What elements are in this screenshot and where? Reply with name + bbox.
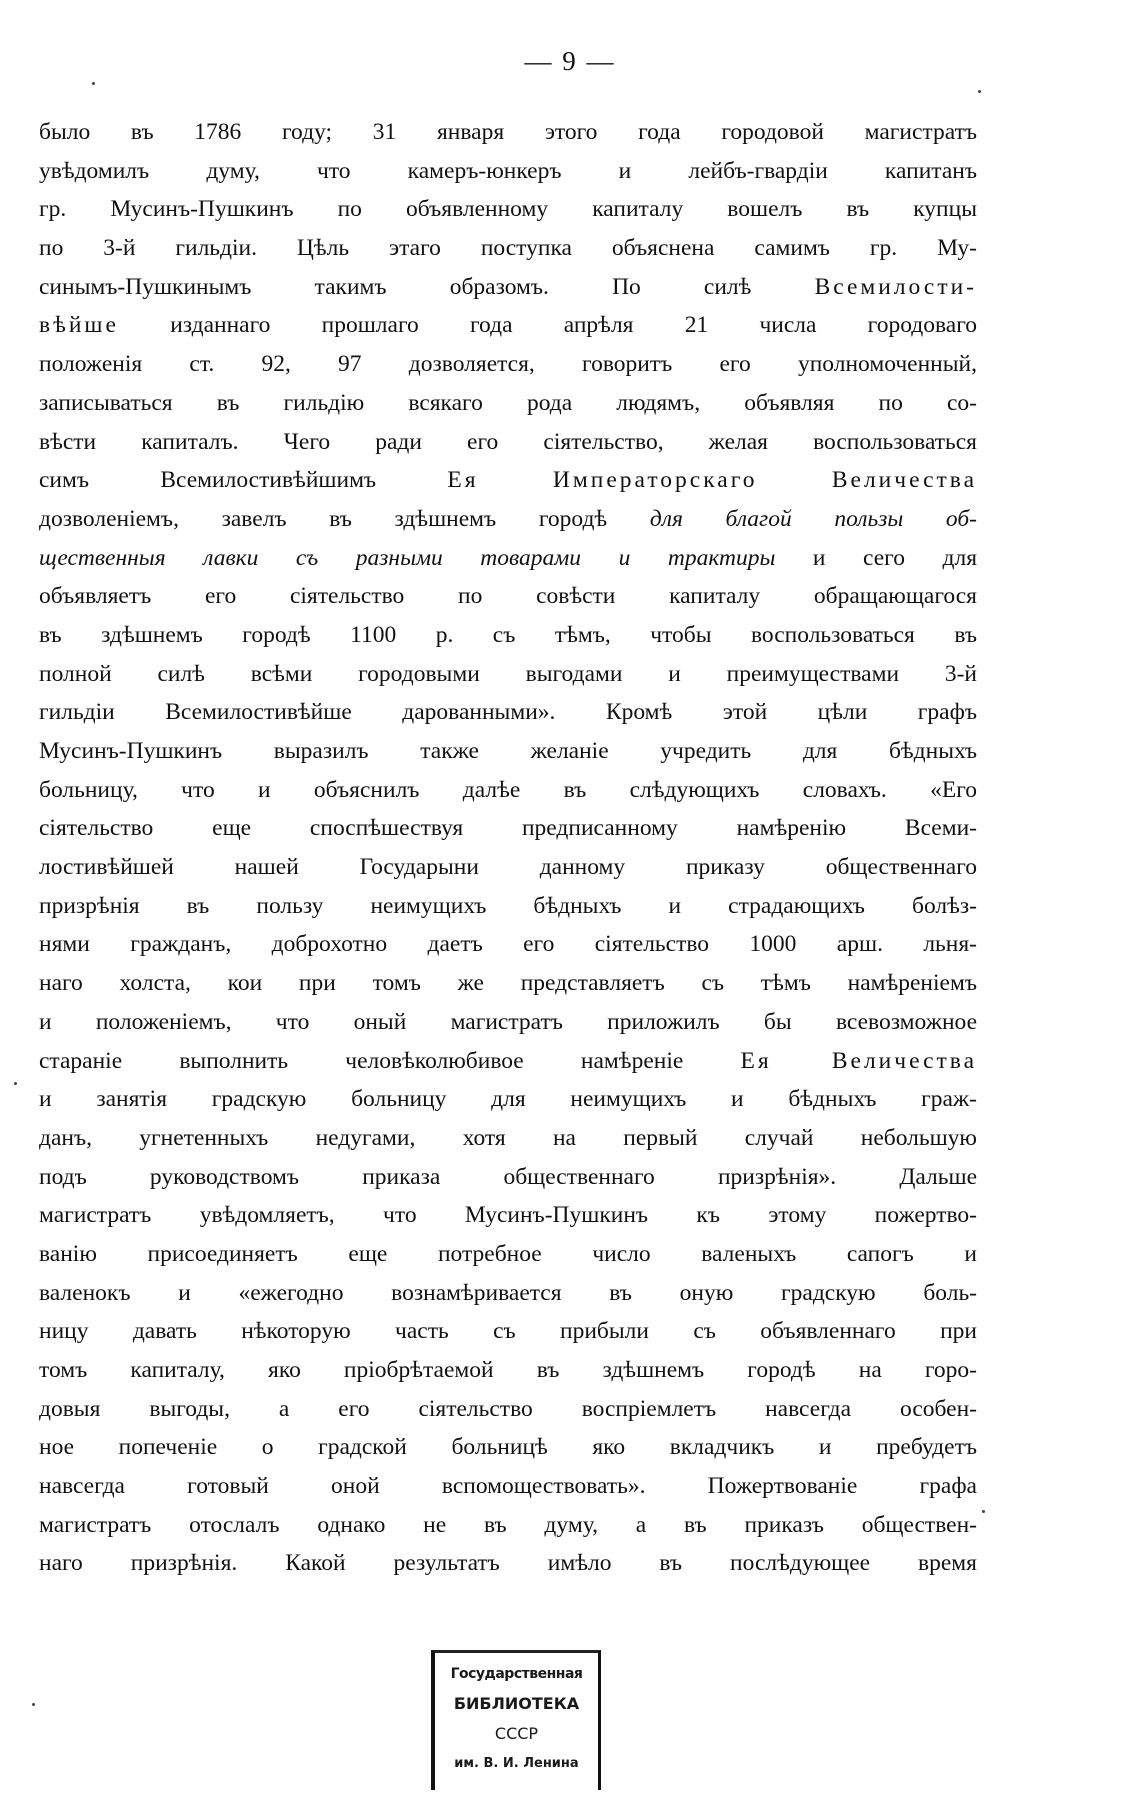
spaced-emphasis: Ея Величества <box>740 1047 977 1074</box>
text-line <box>39 306 977 345</box>
text-line <box>39 461 977 500</box>
stamp-line: Государственная <box>450 1666 583 1682</box>
text-line: ницу давать нѣкоторую часть съ прибыли съ объявленнаго при <box>39 1318 977 1345</box>
text-line: полной силѣ всѣми городовыми выгодами и преимуществами 3-й <box>39 660 977 687</box>
text-segment: и сего для <box>812 544 977 571</box>
text-line: вѣсти капиталъ. Чего ради его сіятельство, желая воспользоваться <box>39 428 977 455</box>
text-line: по 3-й гильдіи. Цѣль этаго поступка объяснена самимъ гр. Му- <box>39 235 977 262</box>
text-line: призрѣнія въ пользу неимущихъ бѣдныхъ и страдающихъ болѣз- <box>39 892 977 919</box>
print-speck <box>978 90 981 93</box>
text-segment: синымъ-Пушкинымъ такимъ образомъ. По силѣ <box>39 273 752 300</box>
print-speck <box>92 82 95 85</box>
body-text <box>39 113 977 1583</box>
text-segment: стараніе выполнить человѣколюбивое намѣреніе <box>39 1047 684 1074</box>
text-line: магистратъ увѣдомляетъ, что Мусинъ-Пушкинъ къ этому пожертво- <box>39 1202 977 1229</box>
text-segment: дозволеніемъ, завелъ въ здѣшнемъ городѣ <box>39 505 608 532</box>
text-segment: изданнаго прошлаго года апрѣля 21 числа городоваго <box>170 312 977 339</box>
text-line: въ здѣшнемъ городѣ 1100 р. съ тѣмъ, чтобы воспользоваться въ <box>39 621 977 648</box>
text-segment: симъ Всемилостивѣйшимъ <box>39 467 377 494</box>
text-line: довыя выгоды, а его сіятельство воспріемлетъ навсегда особен- <box>39 1395 977 1422</box>
print-speck <box>32 1703 35 1706</box>
text-line: наго призрѣнія. Какой результатъ имѣло въ послѣдующее время <box>39 1550 977 1577</box>
text-line: увѣдомилъ думу, что камеръ-юнкеръ и лейбъ-гвардіи капитанъ <box>39 157 977 184</box>
text-line: и положеніемъ, что оный магистратъ приложилъ бы всевозможное <box>39 1008 977 1035</box>
text-line: ное попеченіе о градской больницѣ яко вкладчикъ и пребудетъ <box>39 1434 977 1461</box>
stamp-line: СССР <box>494 1724 539 1743</box>
text-line: подъ руководствомъ приказа общественнаго призрѣнія». Дальше <box>39 1163 977 1190</box>
italic-emphasis: щественныя лавки съ разными товарами и трактиры <box>39 544 776 571</box>
text-line <box>39 268 977 307</box>
text-line: наго холста, кои при томъ же представляетъ съ тѣмъ намѣреніемъ <box>39 970 977 997</box>
library-stamp <box>431 1650 601 1790</box>
text-line: навсегда готовый оной вспомоществовать». Пожертвованіе графа <box>39 1473 977 1500</box>
text-line: данъ, угнетенныхъ недугами, хотя на первый случай небольшую <box>39 1124 977 1151</box>
text-line: гр. Мусинъ-Пушкинъ по объявленному капиталу вошелъ въ купцы <box>39 196 977 223</box>
spaced-emphasis: Ея Императорскаго Величества <box>447 467 977 494</box>
spaced-emphasis: Всемилости- <box>814 273 977 300</box>
text-line: томъ капиталу, яко пріобрѣтаемой въ здѣшнемъ городѣ на горо- <box>39 1357 977 1383</box>
page-number: — 9 — <box>524 46 616 76</box>
text-line: нями гражданъ, доброхотно даетъ его сіятельство 1000 арш. льня- <box>39 931 977 958</box>
text-line: положенія ст. 92, 97 дозволяется, говоритъ его уполномоченный, <box>39 351 977 378</box>
text-line: было въ 1786 году; 31 января этого года городовой магистратъ <box>39 119 977 145</box>
text-line: гильдіи Всемилостивѣйше дарованными». Кромѣ этой цѣли графъ <box>39 699 977 726</box>
italic-emphasis: для благой пользы об- <box>649 505 977 532</box>
print-speck <box>14 1082 17 1085</box>
text-line: объявляетъ его сіятельство по совѣсти капиталу обращающагося <box>39 583 977 610</box>
text-line <box>39 500 977 539</box>
stamp-line: БИБЛИОТЕКА <box>453 1694 580 1713</box>
text-line: Мусинъ-Пушкинъ выразилъ также желаніе учредить для бѣдныхъ <box>39 738 977 764</box>
text-line: ванію присоединяетъ еще потребное число валеныхъ сапогъ и <box>39 1240 977 1267</box>
text-line: валенокъ и «ежегодно вознамѣривается въ оную градскую боль- <box>39 1279 977 1306</box>
text-line: записываться въ гильдію всякаго рода людямъ, объявляя по со- <box>39 389 977 416</box>
text-line: и занятія градскую больницу для неимущихъ и бѣдныхъ граж- <box>39 1086 977 1113</box>
text-line <box>39 539 977 578</box>
text-line: магистратъ отослалъ однако не въ думу, а въ приказъ обществен- <box>39 1511 977 1538</box>
text-line: сіятельство еще споспѣшествуя предписанному намѣренію Всеми- <box>39 815 977 842</box>
text-line: лостивѣйшей нашей Государыни данному приказу общественнаго <box>39 854 977 881</box>
print-speck <box>982 1510 985 1513</box>
text-line: больницу, что и объяснилъ далѣе въ слѣдующихъ словахъ. «Его <box>39 776 977 803</box>
spaced-emphasis: вѣйше <box>39 312 119 339</box>
text-line <box>39 1042 977 1081</box>
stamp-line: им. В. И. Ленина <box>454 1756 579 1771</box>
